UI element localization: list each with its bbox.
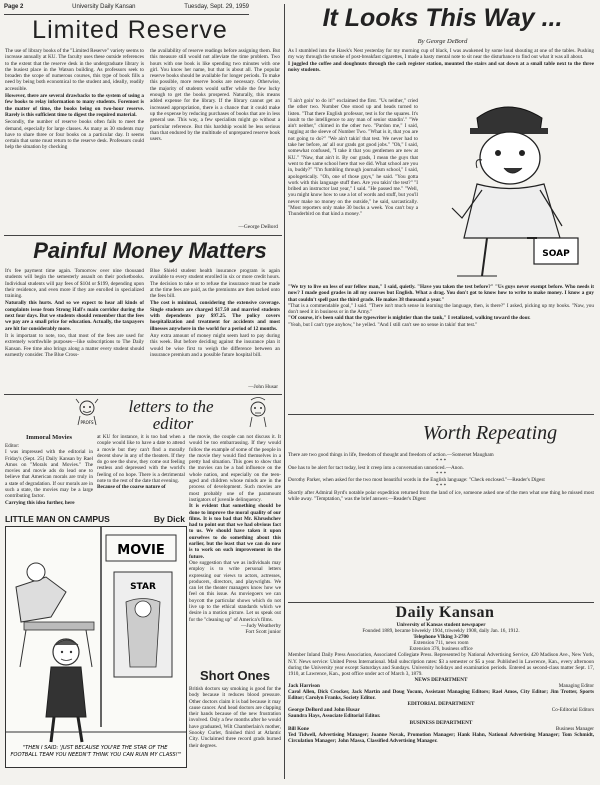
page-header <box>4 4 249 13</box>
movie-sign: MOVIE <box>117 543 165 558</box>
limited-reserve-title: Limited Reserve <box>32 16 228 44</box>
worth-title: Worth Repeating <box>422 422 558 444</box>
lmoc-byline: By Dick <box>153 514 185 524</box>
looks-dialog: "I ain't goin' to do it!" exclaimed the first. "Us neither," cried the other two. Number One stood up and heads turned to listen. "That there English professor, test is for the squares. It's insult to the intelligence to any man of senior standin'." "We ain't neither," chimed in the other two. "Pardon me," I said, tugging at the sleeve of Number Two. "What is it, that you are not going to do?" "We ain't takin' that test. We never had to take her before, an' all our grads got good jobs." "Oh," I said, somewhat confused, "I take it that you gentlemen are new at KU." "Naw, that ain't it. By our grads, I mean the guys that went to the same school here that we did. What school are you in, buddy?" "I'm fumbling through journalism school," I said, apologetically. "Oh, one of those guys," he said. "You gotta work with this language stuff then. Are you takin' the test?" "I bribed an instructor last year," I said. "He passed me." "Well, you might know how to use a lot of words and stuff, but you'll never make no money on the outside," he said, sarcastically. "Most reporters only make 30 bucks a week. You can't buy a Thunderbird on that kind a money." <box>288 98 418 218</box>
lmoc-title: LITTLE MAN ON CAMPUS <box>5 514 110 524</box>
star-poster-text: STAR <box>130 582 156 592</box>
letters-heading: Immoral Movies <box>25 434 73 441</box>
money-col2: Blue Shield student health insurance program is again available to every student enrolled in six or more credit hours. The decision to take or to refuse the insurance must be made at the time fees are paid, as the premiums are then tacked onto the fees bill. The cost is minimal, considering the extensive coverage. Single students are charged $17.50 and married students with dependents pay $97.25. The policy covers hospitalization and treatment for accidents and most illnesses anywhere in the world for a period of 12 months. Any extra amount of money might seem hard to pay during this week. But before deciding against the insurance plan it would be wise first to weigh the difference between an insurance premium and a possible future hospital bill. <box>150 268 280 358</box>
letters-col1: Editor: I was impressed with the editorial in Friday's (Sept. 25) Daily Kansan by Rael Amos on "Morals and Movies." The movies and movie ads do lead one to believe that American morals are truly in a state of degradation. If our morals are in such a state, the movies may be a large contributing factor. Carrying this idea further, here <box>5 443 93 506</box>
issue-date: Tuesday, Sept. 29, 1959 <box>184 4 249 10</box>
money-col1: It's fee payment time again. Tomorrow over nine thousand students will begin the semesterly assault on their pocketbooks. Individual students will pay fees of $104 or $199, depending upon their residence, and even more if they are enrolled in specialized training. Naturally this hurts. And so we expect to hear all kinds of complaints issue from Strong Hall's main corridor during the next four days. But we students should remember that the fees we pay are a small price for education. Actually, the taxpayers are hit for considerably more. It is important to note, too, that most of the fees are used for extremely worthwhile purposes—like subscriptions to The Daily Kansan. Fee time also brings along a matter every student should earnestly consider. The Blue Cross- <box>5 268 144 358</box>
looks-byline: By George DeBord <box>417 38 468 45</box>
looks-continued: "We try to live on less of our fellow man," I said, quietly. "Have you taken the test before?" "Us guys never exempt before. Who needs it now? I made good grades in all my courses but English. What a drag. You don't got to know how to write to make money. I know a guy that couldn't spell past the third grade. He makes 38 thousand a year." "That is a commendable goal," I said. "There isn't much sense in learning the language, then, is there?" I asked, picking up my books. "Naw, you don't need it in business or in the Army." "Of course, it's been said that the typewriter is mightier than the tank," I retaliated, walking toward the door. "Yeah, but I can't type anyhow," he yelled. "And I still can't see no sense in takin' that test." <box>288 284 594 328</box>
looks-title: It Looks This Way ... <box>322 4 563 32</box>
cartoon-drawing <box>6 527 186 767</box>
soap-label: SOAP <box>542 249 570 259</box>
limited-reserve-col2: the availability of reserve readings before assigning them. But this measure still would not alleviate the time problem. Two hours with one book is like spending two minutes with one girl. You know her name, but that is about all. The popular reserve books should be available for longer periods. To make this possible, more reserve books are necessary. Otherwise, the majority of students would suffer while the few lucky enough to get the books prospered. Naturally, this means added expense for the library. If the library cannot get an increased appropriation, there is a chance that it could make up the expense by reducing purchases of books that are in less general use. This way, a few specialists might go without a particular reference. But this hardship would be less serious than that endured by the multitude of unprepared reserve book users. <box>150 48 280 143</box>
looks-intro: As I stumbled into the Hawk's Nest yesterday for my morning cup of black, I was awakened by some loud shouting at one of the tables. Pushing my way through the smoke of post-breakfast cigarettes, I made a hasty mental note to sit near the disturbance to find out what it was all about. I juggled the coffee and doughnuts through the cash register station, mounted the stairs and sat down at a small table next to the three noisy students. <box>288 48 594 73</box>
limited-reserve-col1: The use of library books of the "Limited Reserve" variety seems to increase annually at KU. The faculty uses these outside references to the extent that the reserve desk in the undergraduate library is the busiest place in the Watson building. As professors seek to broaden the scope of numerous courses, this type of book fills a need by being both economical to the student and, ideally, readily accessible. However, there are several drawbacks to the system of using a few books to relay information to many students. Foremost is the matter of time, the books being on two-hour reserve. Rarely is this sufficient time to digest the required material. Secondly, the number of reserve books often fails to meet the demand, especially for large classes. As many as 30 students may have to share three or four books on a particular day. It seems certain that some must return to the reserve desk. Professors could help the situation by checking <box>5 48 144 151</box>
lmoc-cartoon <box>5 526 187 768</box>
soap-cartoon <box>422 98 594 288</box>
paper-name: University Daily Kansan <box>72 4 136 10</box>
worth-items: There are two good things in life, freedom of thought and freedom of action.—Somerset Maugham * * * One has to be alert for tact today, lest it creep into a conversation unnoticed.—Anon. * * * Dorothy Parker, when asked for the two most beautiful words in the English language: "Check enclosed."—Reader's Digest * * * Shortly after Admiral Byrd's notable polar expedition returned from the land of ice, someone asked one of the men what one thing he missed most while away. "Temptation," was the brief answer.—Reader's Digest <box>288 452 594 503</box>
letters-col2: at KU for instance, it is too bad when a couple would like to have a date to attend a movie but they can't find a morally decent show in any of the theaters. If they do go see the show, they come out feeling restless and depressed with the world's feeling of no hope. There is a detrimental note to the rest of the date that evening. Because of the coarse nature of <box>97 434 185 491</box>
cartoon-caption: "THEN I SAID: 'JUST BECAUSE YOU'RE THE STAR OF THE <box>22 745 168 751</box>
letters-title-line1: letters to the <box>128 397 214 416</box>
masthead-name: Daily Kansan <box>395 604 495 621</box>
svg-text:PROFS: PROFS <box>80 420 94 425</box>
profile-doodle-left <box>70 397 104 427</box>
masthead-info: University of Kansas student newspaper Founded 1889, became biweekly 1904, triweekly 1908, daily Jan. 16, 1912. Telephone VIking 3-2700 Extension 711, news room Extension 376, business office Member Inland Daily Press Association, Associated Collegiate Press. Represented by National Advertising Service, 420 Madison Ave., New York, N.Y. News service: United Press International. Mail subscription rates: $3 a semester or $5 a year. Published in Lawrence, Kan., every afternoon during the University year except Saturdays and Sundays. University holidays and examination periods. Entered as second-class matter Sept. 17, 1910, at Lawrence, Kan., post office under act of March 3, 1879. NEWS DEPARTMENT Jack Harrison Managing Editor Carol Allen, Dick Crocker, Jack Martin and Doug Yocum, Assistant Managing Editors; Rael Amos, City Editor; Jim Trotter, Sports Editor; Carolyn Franks, Society Editor. EDITORIAL DEPARTMENT George DeBord and John Husar Co-Editorial Editors Saundra Hays, Associate Editorial Editor. BUSINESS DEPARTMENT Bill Kone Business Manager Ted Tidwell, Advertising Manager; Joanne Novak, Promotion Manager; Hank Hahn, National Advertising Manager; Tom Schmidt, Circulation Manager; John Massa, Classified Advertising Manager. <box>288 622 594 744</box>
money-title: Painful Money Matters <box>33 238 267 263</box>
profile-doodle-right <box>240 397 276 429</box>
page-number: Page 2 <box>4 4 24 10</box>
letters-col3: the movie, the couple can not discuss it. It would be too embarrassing. If they would follow the example of some of the people in the movie they would find themselves in a pretty bad situation. This goes to show that the movies can be a bad influence on the whole nation, and especially on the teen-aged and children whose minds are in the process of development. Such movies are most probably one of the paramount instigators of juvenile delinquency. It is evident that something should be done to improve the moral quality of our films. It is too bad that Mr. Khrushchev had to point out that we had obvious fact to us. We should have taken it upon ourselves to do something about this earlier, but the least that we can do now is to work on such improvement in the future. One suggestion that we as individuals may employ is to write personal letters expressing our views to actors, actresses, producers, directors, and playwrights. We can let the theater managers know how we feel on this issue. As moviegoers we can boycott the particular shows which do not live up to the ethical standards which we desire in a motion picture. Let us speak out for the "cleaning up" of America's films. —Judy Weatherby Fort Scott junior <box>189 434 281 636</box>
limited-reserve-signature: —George DeBord <box>238 224 278 230</box>
money-signature: —John Husar <box>248 384 278 390</box>
letters-title-line2: editor <box>152 414 194 433</box>
svg-text:"THEN I SAID: 'JUST BECAUSE YO: "THEN I SAID: 'JUST BECAUSE YOU'RE THE STAR OF THE FOOTBALL TEAM YOU NEEDN'T THINK YOU CAN RUIN MY CLASS!'" <box>10 745 182 758</box>
short-ones-text: British doctors say smoking is good for the body because it reduces blood pressure. Other doctors claim it is bad because it may cause cancer. And head doctors are clapping their hands because of the new frustration involved. Only a few months after he would have graduated, Wilt Chamberlain's mother, Snooky Curlet, finished third at Atlantic City. Unclaimed three record grads burned their degrees. <box>189 686 281 749</box>
short-ones-title: Short Ones <box>199 668 271 683</box>
